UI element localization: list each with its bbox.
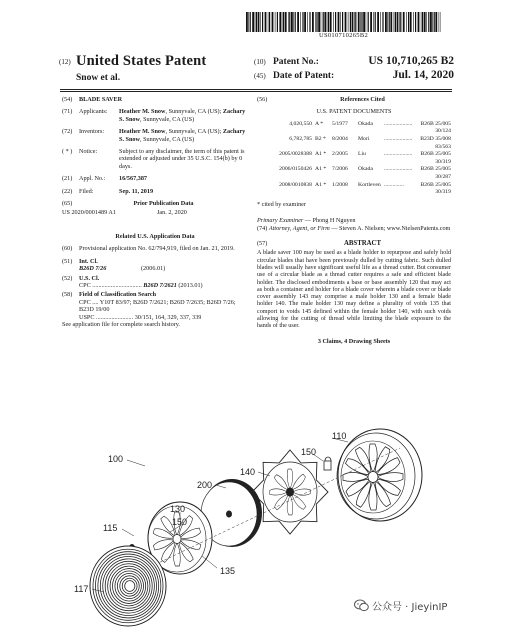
abstract-heading-row: (57) ABSTRACT [257,240,451,247]
attorney: (74) Attorney, Agent, or Firm — Steven A. Nielsen; www.NielsenPatents.com [257,224,451,232]
header-left [59,53,247,83]
reference-label: 130 [170,504,186,514]
prior-pub-entry: US 2020/0001489 A1 Jan. 2, 2020 [62,209,187,217]
notice-field: ( * ) Notice: Subject to any disclaimer, the term of this patent is extended or adjusted under 35 U.S.C. 154(b) by 0 days. [62,148,245,170]
provisional-field: (60) Provisional application No. 62/794,919, filed on Jan. 21, 2019. [62,245,235,253]
filed-field: (22) Filed: Sep. 11, 2019 [62,187,154,195]
reference-label: 100 [108,454,124,464]
related-heading: Related U.S. Application Data [115,232,195,240]
applicants-field: (71) Applicants: Heather M. Snow, Sunnyvale, CA (US); Zachary S. Snow, Sunnyvale, CA (US) [62,108,246,123]
reference-label: 140 [240,467,256,477]
cited-reference: 2005/0028388 A1 * 2/2005 Liu .................... B26B 25/005 [279,151,451,158]
inventors-field: (72) Inventors: Heather M. Snow, Sunnyvale, CA (US); Zachary S. Snow, Sunnyvale, CA (US) [62,128,246,143]
female-holder-140 [252,450,328,534]
header-right [254,55,454,83]
reference-label: 150 [172,517,188,527]
us-patent-docs: U.S. PATENT DOCUMENTS [316,108,392,116]
references-column [257,96,451,345]
barcode [246,12,441,32]
cited-reference-subclass: 30/287 [435,173,451,180]
int-cl-field: (51) Int. Cl. B26D 7/26 (2006.01) [62,257,166,273]
primary-examiner: Primary Examiner — Phong H Nguyen [257,217,356,225]
pin-150 [324,457,331,470]
cited-reference-subclass: 30/124 [435,128,451,135]
short-inventor: Snow et al. [76,73,121,83]
cited-reference-subclass: 83/563 [435,143,451,150]
title-field: (54) BLADE SAVER [62,96,248,103]
abstract-heading: ABSTRACT [343,239,381,247]
kind-code: (12) [59,58,71,66]
patent-number-row: (10) Patent No.: US 10,710,265 B2 [254,55,454,67]
header-rule [60,89,452,90]
patent-date-row: (45) Date of Patent: Jul. 14, 2020 [254,69,454,81]
base-dish-117 [90,546,166,626]
watermark [354,598,447,613]
reference-label: 115 [103,523,118,533]
cited-reference: 4,020,550 A * 5/1977 Okada .................... B26B 25/005 [289,120,451,127]
cited-reference-subclass: 30/319 [435,189,451,196]
barcode-number: US010710265B2 [318,32,369,39]
bibliographic-column [62,96,248,333]
reference-label: 200 [197,480,213,490]
patent-date: Jul. 14, 2020 [392,69,454,81]
base-disc-110 [337,429,422,521]
cited-reference: 6,782,785 B2 * 8/2004 Mori .................... B23D 35/008 [289,136,451,142]
cited-list [257,121,451,197]
cited-reference: 2006/0150426 A1 * 7/2006 Okada .................... B26B 25/005 [279,166,451,173]
invention-title: BLADE SAVER [79,96,123,103]
reference-label: 117 [74,584,89,594]
field-of-search: (58) Field of Classification Search CPC .... Y10T 83/97; B26D 7/2621; B26D 7/2635; B26D 7/26; B23D 19/00 USPC ........................ 30/151, 164, 329, 337, 339 See application file for complete search history. [62,291,236,328]
refs-heading: References Cited [340,96,385,103]
cited-reference-subclass: 30/319 [435,158,451,165]
claims-sheets: 3 Claims, 4 Drawing Sheets [317,337,391,345]
wechat-icon [354,599,369,612]
cited-by-examiner: * cited by examiner [257,200,306,208]
us-cl-field: (52) U.S. Cl. CPC ................................ B26D 7/2621 (2013.01) [62,274,203,289]
doc-type-title: United States Patent [76,53,207,69]
appl-no-field: (21) Appl. No.: 16/567,387 [62,175,148,183]
cited-reference: 2008/0010838 A1 * 1/2008 Kortleven .............. B26B 25/005 [279,181,451,188]
patent-date-label: Date of Patent: [273,71,335,81]
patent-number-label: Patent No.: [273,57,319,67]
watermark-text: 公众号 · JieyinIP [372,602,448,613]
reference-label: 110 [332,431,347,441]
header-rule-2 [60,91,452,92]
prior-pub-field: (65) Prior Publication Data [62,200,194,208]
abstract-text: A blade saver 100 may be used as a blade holder to repurpose and safely hold circular blades that have been previously dulled by cutting fabric. Such dulled blades will usually have significant useful life as a thread cutter. But consumer use of a circular blade as a thread cutter requires a safe and efficient blade holder. The disclosed embodiments a base or base assembly 120 that may act as both a container and holder for a blade cover wherein a blade cover or blade cover assembly 143 may comprise a male holder 130 and a female blade holder 140. The male holder 130 may define a plurality of voids 135 that comport to voids 145 defined within the female holder 140, with such voids allowing for the cutting of thread while limiting the blade exposure to the hands of the user. [257,250,451,330]
patent-number: US 10,710,265 B2 [368,55,454,67]
refs-heading-row: (56) References Cited [257,96,451,103]
reference-label: 150 [301,447,317,457]
reference-label: 135 [220,566,236,576]
